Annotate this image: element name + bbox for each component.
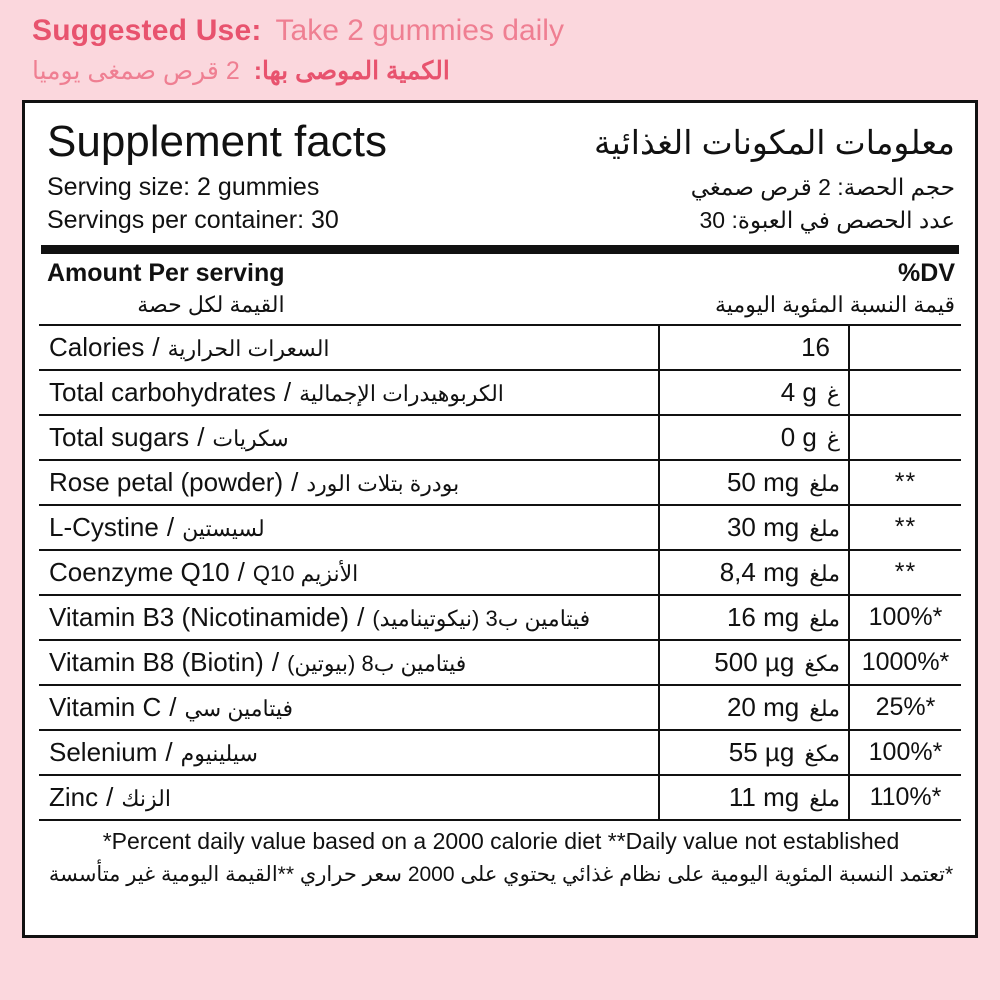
nutrient-name-cell bbox=[39, 730, 659, 775]
nutrient-name-cell bbox=[39, 685, 659, 730]
nutrient-name-cell bbox=[39, 775, 659, 819]
suggested-use-label-en: Suggested Use: bbox=[32, 14, 262, 47]
supplement-facts-panel bbox=[22, 100, 978, 938]
serving-size-ar: حجم الحصة: 2 قرص صمغي bbox=[690, 174, 955, 200]
nutrient-name-ar: فيتامين ب8 (بيوتين) bbox=[287, 650, 467, 676]
nutrient-dv-cell bbox=[849, 505, 961, 550]
nutrient-dv-cell bbox=[849, 415, 961, 460]
table-row bbox=[39, 370, 961, 415]
nutrient-name-ar: الكربوهيدرات الإجمالية bbox=[299, 380, 504, 406]
suggested-use-value-en: Take 2 gummies daily bbox=[275, 14, 564, 47]
nutrient-dv-cell bbox=[849, 775, 961, 819]
nutrients-table-body bbox=[39, 325, 961, 819]
nutrient-name-ar: السعرات الحرارية bbox=[167, 335, 330, 361]
table-row bbox=[39, 460, 961, 505]
table-row bbox=[39, 415, 961, 460]
nutrient-name-en: Calories bbox=[49, 331, 145, 362]
panel-title-row bbox=[39, 113, 961, 167]
nutrient-unit-ar: ملغ bbox=[809, 515, 840, 541]
nutrient-name-cell bbox=[39, 505, 659, 550]
nutrient-separator: / bbox=[271, 646, 280, 677]
nutrient-dv-cell bbox=[849, 685, 961, 730]
nutrient-amount-cell bbox=[659, 730, 849, 775]
nutrient-unit-ar: ملغ bbox=[809, 470, 840, 496]
nutrient-name-en: Total sugars bbox=[49, 421, 190, 452]
table-row bbox=[39, 595, 961, 640]
nutrient-name-ar: الزنك bbox=[121, 785, 171, 811]
nutrient-unit-ar: مكغ bbox=[804, 650, 840, 676]
nutrient-name-cell bbox=[39, 370, 659, 415]
nutrient-dv: ** bbox=[894, 557, 917, 586]
table-row bbox=[39, 685, 961, 730]
nutrient-dv: 110%* bbox=[869, 782, 942, 811]
suggested-use-block bbox=[22, 10, 978, 86]
nutrient-name-ar: فيتامين سي bbox=[184, 695, 294, 721]
nutrient-dv-cell bbox=[849, 730, 961, 775]
nutrient-separator: / bbox=[165, 736, 173, 767]
table-row bbox=[39, 640, 961, 685]
nutrient-unit-ar: غ bbox=[826, 425, 840, 451]
dv-header bbox=[715, 258, 955, 320]
nutrient-name-cell bbox=[39, 460, 659, 505]
nutrient-amount: 55 µg bbox=[728, 736, 795, 767]
nutrient-separator: / bbox=[283, 376, 292, 407]
nutrients-table bbox=[39, 324, 961, 819]
nutrient-separator: / bbox=[166, 511, 175, 542]
nutrient-separator: / bbox=[169, 691, 177, 722]
serving-size-en: Serving size: 2 gummies bbox=[47, 173, 320, 201]
nutrient-name-ar: الأنزيم Q10 bbox=[252, 560, 359, 586]
servings-per-container-ar: عدد الحصص في العبوة: 30 bbox=[699, 206, 955, 233]
serving-info-row bbox=[39, 169, 961, 237]
nutrient-dv: 1000%* bbox=[861, 647, 950, 676]
nutrient-amount: 50 mg bbox=[726, 466, 800, 497]
nutrient-name-cell bbox=[39, 415, 659, 460]
nutrient-separator: / bbox=[357, 601, 365, 632]
nutrient-name-ar: سيلينيوم bbox=[180, 740, 258, 766]
footnotes-block bbox=[39, 819, 961, 889]
nutrient-name-en: Selenium bbox=[49, 736, 158, 767]
nutrient-separator: / bbox=[291, 466, 299, 497]
nutrient-name-cell bbox=[39, 640, 659, 685]
nutrient-name-en: Vitamin B8 (Biotin) bbox=[49, 646, 264, 677]
nutrient-amount: 500 µg bbox=[714, 646, 795, 677]
nutrient-name-en: Total carbohydrates bbox=[49, 376, 276, 407]
nutrient-amount-cell bbox=[659, 325, 849, 370]
nutrient-unit-ar: غ bbox=[826, 380, 840, 406]
nutrient-unit-ar: ملغ bbox=[809, 785, 840, 811]
nutrient-dv-cell bbox=[849, 370, 961, 415]
amount-per-serving-en: Amount Per serving bbox=[47, 259, 285, 287]
nutrient-name-ar: سكريات bbox=[212, 425, 289, 451]
nutrient-amount: 16 mg bbox=[726, 601, 800, 632]
nutrient-amount: 0 g bbox=[780, 421, 817, 452]
nutrient-name-en: L-Cystine bbox=[49, 511, 159, 542]
nutrient-name-en: Rose petal (powder) bbox=[49, 466, 284, 497]
suggested-use-line-en bbox=[32, 14, 970, 48]
nutrient-amount-cell bbox=[659, 640, 849, 685]
footnote-en: *Percent daily value based on a 2000 calorie diet **Daily value not established bbox=[102, 827, 900, 854]
amount-header-row bbox=[39, 254, 961, 324]
panel-title-en: Supplement facts bbox=[47, 117, 387, 166]
nutrient-unit-ar: مكغ bbox=[804, 740, 840, 766]
nutrient-name-ar: لسيستين bbox=[182, 515, 265, 541]
nutrient-amount-cell bbox=[659, 685, 849, 730]
nutrient-unit-ar: ملغ bbox=[809, 695, 840, 721]
nutrient-dv-cell bbox=[849, 640, 961, 685]
nutrient-name-cell bbox=[39, 325, 659, 370]
nutrient-name-cell bbox=[39, 595, 659, 640]
nutrient-amount-cell bbox=[659, 595, 849, 640]
table-row bbox=[39, 730, 961, 775]
suggested-use-label-ar: الكمية الموصى بها: bbox=[253, 57, 450, 85]
nutrient-amount: 30 mg bbox=[726, 511, 800, 542]
nutrient-amount-cell bbox=[659, 505, 849, 550]
table-row bbox=[39, 775, 961, 819]
nutrient-unit-ar: ملغ bbox=[809, 605, 840, 631]
suggested-use-value-ar: 2 قرص صمغى يوميا bbox=[32, 57, 240, 85]
nutrient-dv-cell bbox=[849, 460, 961, 505]
nutrient-dv-cell bbox=[849, 325, 961, 370]
nutrient-name-en: Coenzyme Q10 bbox=[49, 556, 230, 587]
nutrient-amount-cell bbox=[659, 775, 849, 819]
nutrient-amount-cell bbox=[659, 370, 849, 415]
amount-per-serving-header bbox=[47, 258, 285, 320]
nutrient-separator: / bbox=[106, 781, 114, 812]
nutrient-name-en: Vitamin C bbox=[49, 691, 162, 722]
nutrient-dv: 100%* bbox=[868, 737, 943, 766]
nutrient-dv-cell bbox=[849, 595, 961, 640]
nutrient-name-ar: فيتامين ب3 (نيكوتيناميد) bbox=[372, 605, 591, 631]
nutrient-name-en: Zinc bbox=[49, 781, 99, 812]
nutrient-amount-cell bbox=[659, 550, 849, 595]
serving-info-ar bbox=[691, 171, 955, 236]
nutrient-amount: 4 g bbox=[780, 376, 817, 407]
nutrient-name-cell bbox=[39, 550, 659, 595]
table-row bbox=[39, 325, 961, 370]
nutrient-unit-ar: ملغ bbox=[809, 560, 840, 586]
serving-info-en bbox=[47, 171, 339, 237]
nutrient-dv: ** bbox=[894, 512, 917, 541]
nutrient-amount: 8,4 mg bbox=[719, 556, 800, 587]
table-row bbox=[39, 505, 961, 550]
dv-header-en: %DV bbox=[898, 259, 955, 287]
nutrient-dv: 100%* bbox=[868, 602, 943, 631]
nutrient-name-en: Vitamin B3 (Nicotinamide) bbox=[49, 601, 350, 632]
nutrient-dv: 25%* bbox=[875, 692, 936, 721]
amount-per-serving-ar: القيمة لكل حصة bbox=[137, 292, 285, 318]
suggested-use-line-ar bbox=[32, 56, 632, 86]
nutrient-amount-cell bbox=[659, 460, 849, 505]
nutrient-amount: 16 bbox=[801, 331, 830, 362]
nutrient-amount: 11 mg bbox=[728, 781, 800, 812]
nutrient-amount: 20 mg bbox=[726, 691, 800, 722]
thick-divider bbox=[41, 245, 959, 254]
servings-per-container-en: Servings per container: 30 bbox=[47, 206, 339, 234]
dv-header-ar: قيمة النسبة المئوية اليومية bbox=[714, 292, 955, 318]
nutrient-separator: / bbox=[197, 421, 205, 452]
table-row bbox=[39, 550, 961, 595]
nutrient-dv: ** bbox=[894, 467, 917, 496]
nutrient-separator: / bbox=[237, 556, 245, 587]
panel-title-ar: معلومات المكونات الغذائية bbox=[593, 123, 955, 161]
nutrient-name-ar: بودرة بتلات الورد bbox=[306, 470, 460, 496]
nutrient-amount-cell bbox=[659, 415, 849, 460]
nutrient-separator: / bbox=[152, 331, 160, 362]
footnote-ar: *تعتمد النسبة المئوية اليومية على نظام غذائي يحتوي على 2000 سعر حراري **القيمة اليومية غير متأسسة bbox=[48, 862, 954, 886]
nutrient-dv-cell bbox=[849, 550, 961, 595]
